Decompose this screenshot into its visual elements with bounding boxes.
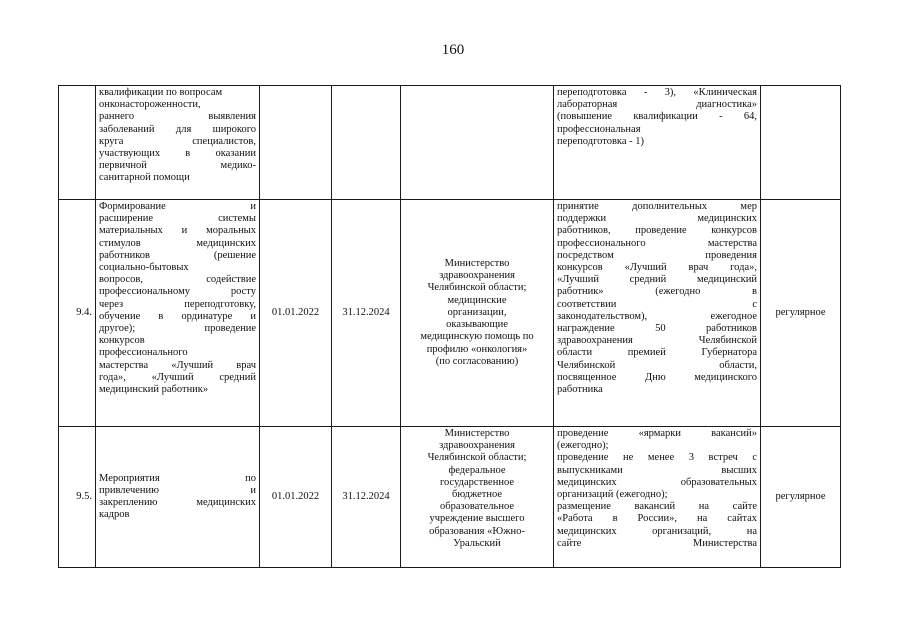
result-line: переподготовка - 1) [557,135,645,147]
result-cell [554,86,761,200]
row-number-cell: 9.4. [59,200,96,427]
result-line: работник» (ежегодно в [557,286,757,298]
description-line: медицинский работник» [99,384,209,396]
result-line: проведение не менее 3 встреч с [557,452,757,464]
description-line: Мероприятия по [99,472,256,484]
executor-line: Челябинской области; [427,452,527,464]
description-line: материальных и моральных [99,225,256,237]
description-line: онконастороженности, [99,99,201,111]
description-line: санитарной помощи [99,172,190,184]
executor-line: федеральное [448,464,506,476]
result-cell [554,427,761,568]
description-line: Формирование и [99,201,256,212]
result-line: посредством проведения [557,249,757,261]
result-line: «Работа в России», на сайтах [557,513,757,525]
description-line: закреплению медицинских [99,497,256,508]
result-line: переподготовка - 3), «Клиническая [557,87,757,98]
description-line: другое); проведение [99,323,256,335]
result-line: профессиональная [557,123,641,135]
result-line: Челябинской области, [557,359,757,371]
result-line: посвященное Дню медицинского [557,371,757,383]
result-line: организаций (ежегодно); [557,489,668,501]
result-line: медицинских образовательных [557,476,757,488]
description-cell [96,86,260,200]
description-line: привлечению и [99,484,256,496]
description-line: профессиональному росту [99,286,256,298]
description-line: года», «Лучший средний [99,371,256,383]
executor-line: Уральский [453,537,501,549]
description-line: раннего выявления [99,111,256,123]
description-cell [96,427,260,568]
result-line: (повышение квалификации - 64, [557,111,757,123]
result-cell [554,200,761,427]
description-line: стимулов медицинских [99,237,256,249]
executor-line: здравоохранения [439,440,515,452]
executor-line: профилю «онкология» [426,343,528,355]
result-line: профессионального мастерства [557,237,757,249]
description-line: через переподготовку, [99,298,256,310]
page-number: 160 [441,42,465,58]
table-row [59,86,841,200]
executor-line: Челябинской области; [427,282,527,294]
result-line: области премией Губернатора [557,347,757,359]
end-date-cell: 31.12.2024 [332,427,401,568]
description-line: социально-бытовых [99,262,189,274]
start-date-cell: 01.01.2022 [260,200,332,427]
row-number-cell [59,86,96,200]
description-line: мастерства «Лучший врач [99,359,256,371]
executor-line: учреждение высшего [429,513,525,525]
periodicity-cell: регулярное [761,427,841,568]
executor-line: Министерство [444,428,510,439]
row-number-cell: 9.5. [59,427,96,568]
description-line: квалификации по вопросам [99,87,223,98]
executor-line: медицинскую помощь по [420,331,534,343]
description-line: работников (решение [99,249,256,261]
periodicity-cell: регулярное [761,200,841,427]
description-line: расширение системы [99,213,256,225]
table-row [59,427,841,568]
result-line: принятие дополнительных мер [557,201,757,212]
description-line: обучение в ординатуре и [99,310,256,322]
description-line: первичной медико- [99,160,256,172]
activity-plan-table [58,85,841,568]
description-line: конкурсов [99,335,145,347]
result-line: здравоохранения Челябинской [557,335,757,347]
executor-line: государственное [439,476,514,488]
result-line: медицинских организаций, на [557,525,757,537]
result-line: соответствии с [557,298,757,310]
result-line: проведение «ярмарки вакансий» [557,428,757,439]
executor-line: бюджетное [451,489,503,501]
description-line: вопросов, содействие [99,274,256,286]
executor-line: медицинские [447,294,507,306]
description-line: заболеваний для широкого [99,123,256,135]
executor-line: Министерство [444,258,510,270]
description-line: профессионального [99,347,188,359]
executor-line: оказывающие [446,319,508,331]
result-line: работников, проведение конкурсов [557,225,757,237]
result-line: работника [557,384,603,396]
periodicity-cell [761,86,841,200]
executor-line: здравоохранения [439,270,515,282]
result-line: награждение 50 работников [557,323,757,335]
description-line: кадров [99,509,130,521]
result-line: выпускниками высших [557,464,757,476]
start-date-cell [260,86,332,200]
executor-cell [401,427,554,568]
end-date-cell [332,86,401,200]
result-line: размещение вакансий на сайте [557,501,757,513]
executor-line: образовательное [440,501,514,513]
result-line: конкурсов «Лучший врач года», [557,262,757,274]
start-date-cell: 01.01.2022 [260,427,332,568]
description-line: круга специалистов, [99,135,256,147]
executor-cell [401,86,554,200]
description-cell [96,200,260,427]
result-line: законодательством), ежегодное [557,310,757,322]
result-line: (ежегодно); [557,440,609,452]
description-line: участвующих в оказании [99,148,256,160]
result-line: лабораторная диагностика» [557,99,757,111]
executor-line: (по согласованию) [435,355,519,367]
result-line: «Лучший средний медицинский [557,274,757,286]
table-row [59,200,841,427]
executor-cell [401,200,554,427]
executor-line: образования «Южно- [429,525,525,537]
executor-line: организации, [447,306,507,318]
result-line: сайте Министерства [557,537,757,549]
end-date-cell: 31.12.2024 [332,200,401,427]
result-line: поддержки медицинских [557,213,757,225]
